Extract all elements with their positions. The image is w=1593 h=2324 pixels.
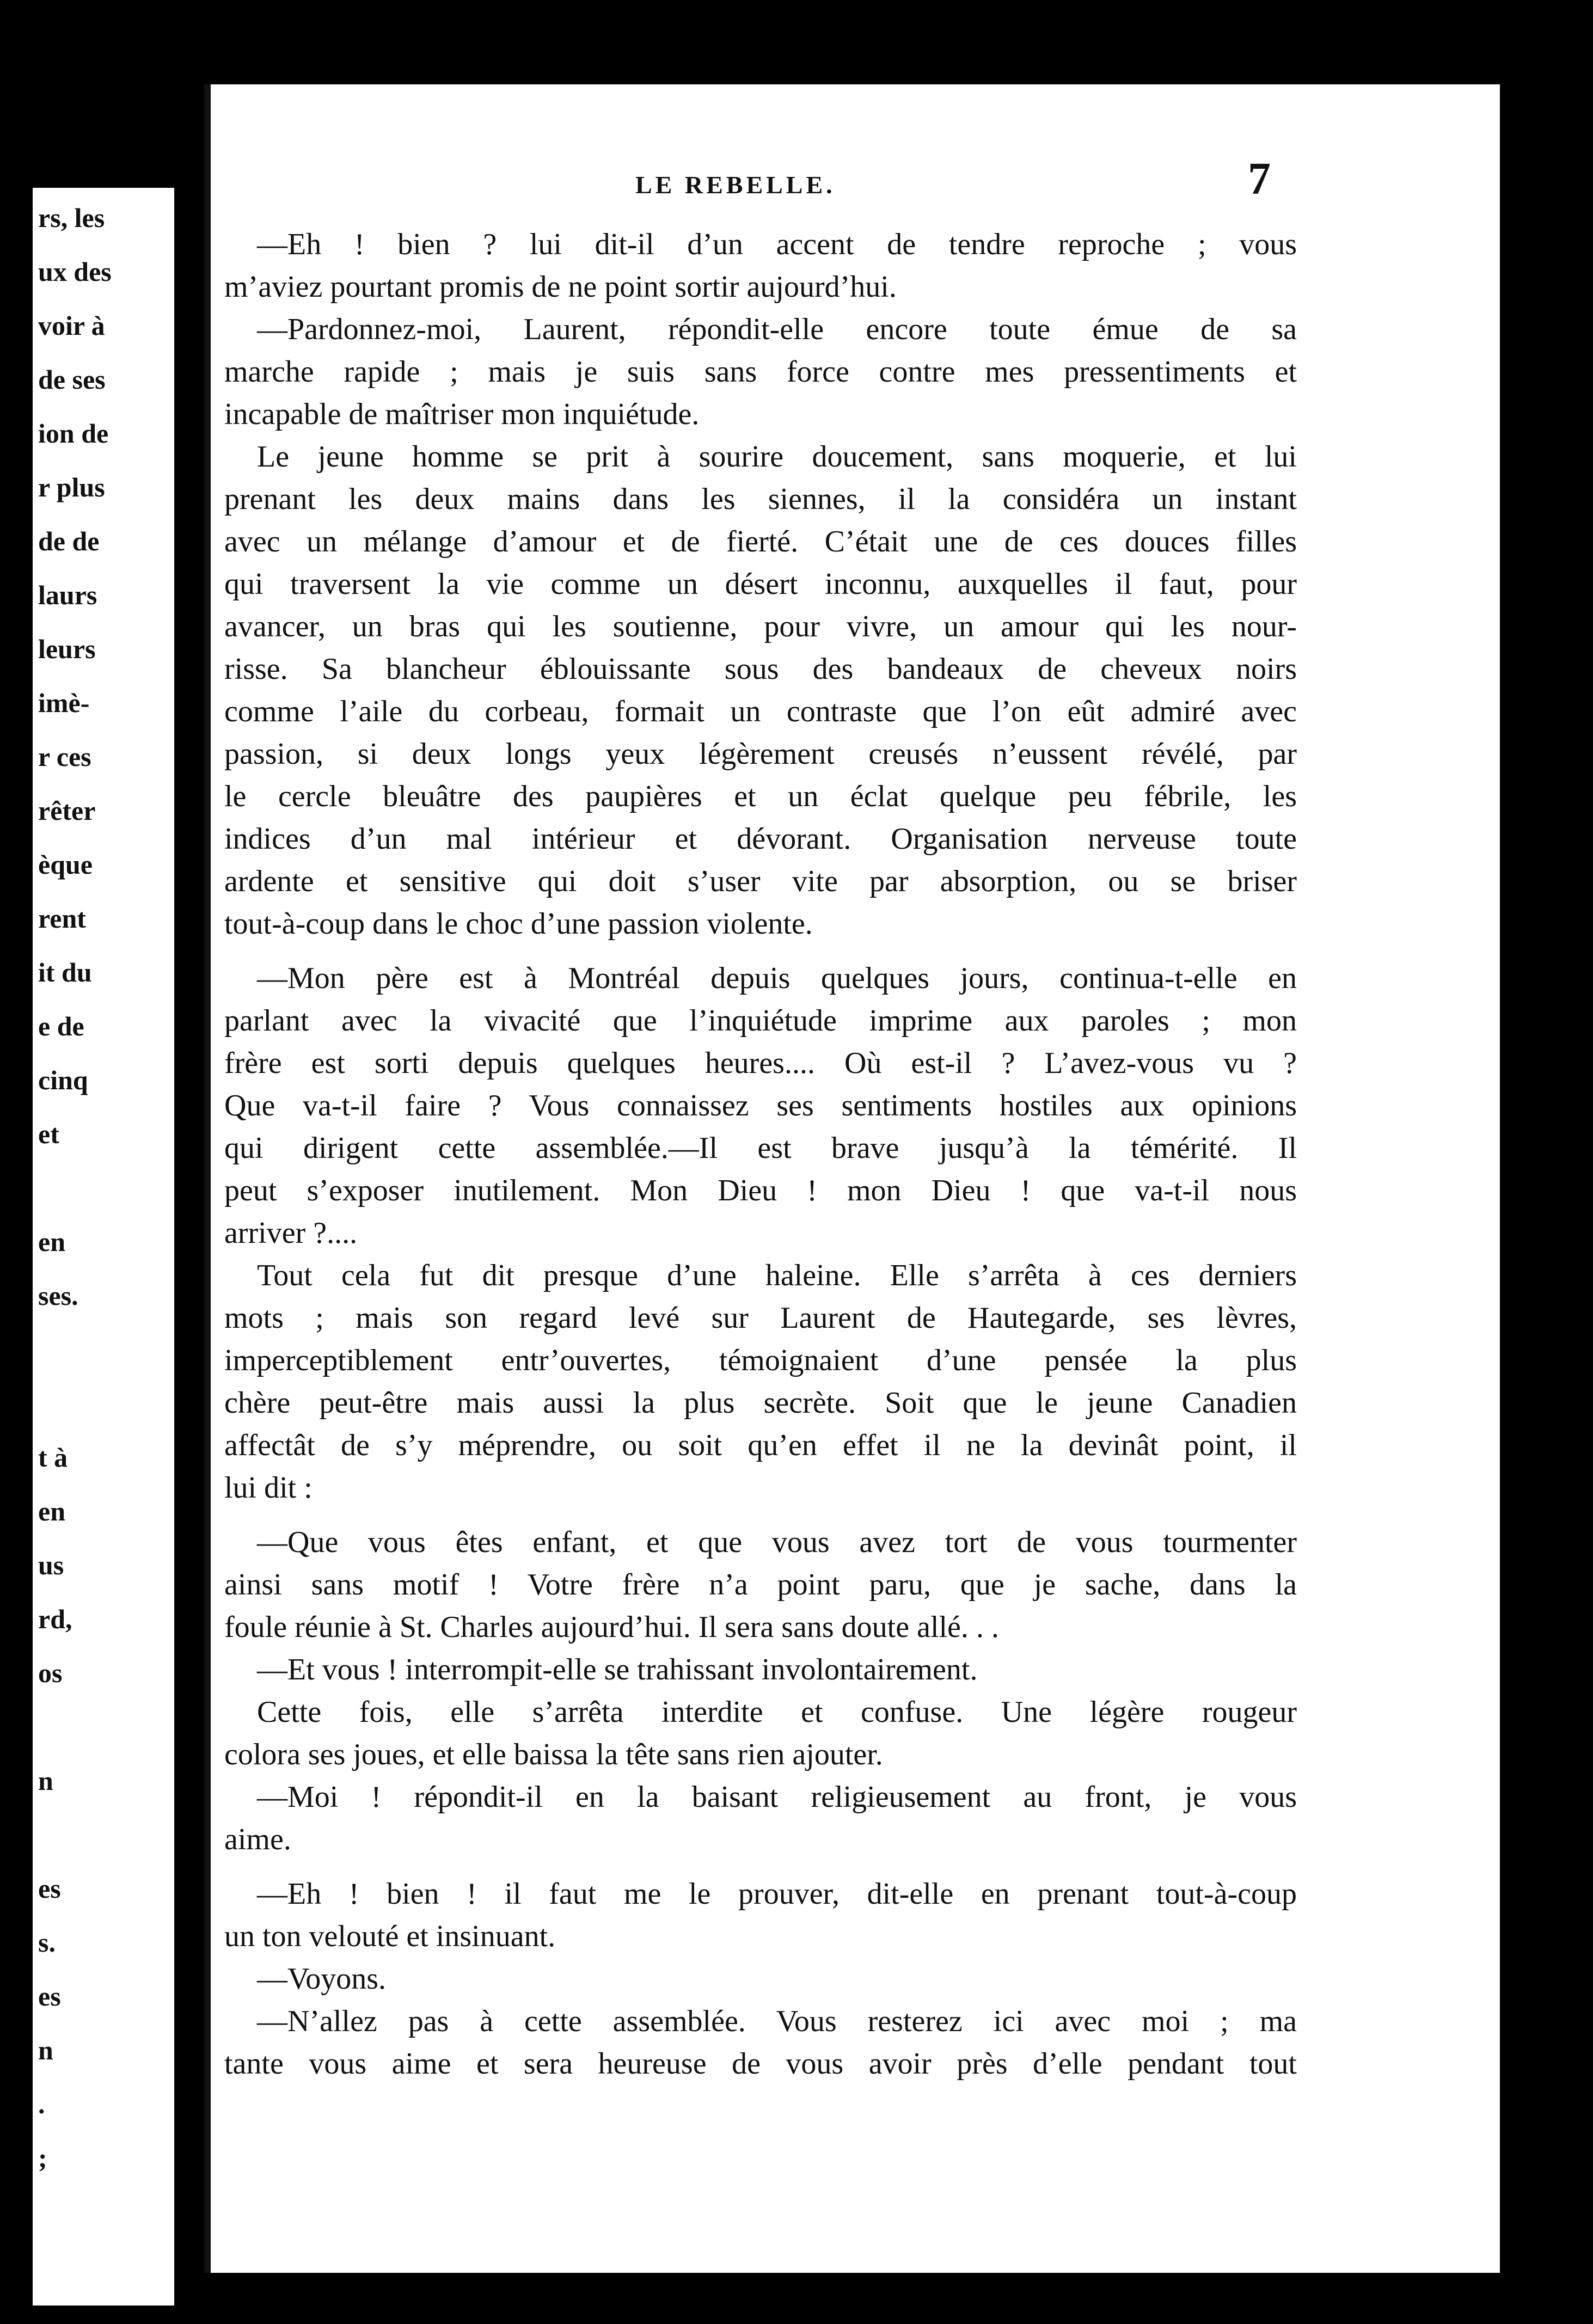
text-line: ardente et sensitive qui doit s’user vite par absorption, ou se briser bbox=[224, 864, 1297, 898]
previous-page-fragment: et bbox=[38, 1119, 59, 1149]
text-line: aime. bbox=[224, 1823, 291, 1856]
text-line: risse. Sa blancheur éblouissante sous des bandeaux de cheveux noirs bbox=[224, 652, 1297, 686]
text-line: m’aviez pourtant promis de ne point sortir aujourd’hui. bbox=[224, 270, 897, 304]
previous-page-fragment: rs, les bbox=[38, 203, 105, 233]
text-line: le cercle bleuâtre des paupières et un éclat quelque peu fébrile, les bbox=[224, 780, 1297, 813]
previous-page-fragment: ses. bbox=[38, 1280, 78, 1311]
text-line: —Et vous ! interrompit-elle se trahissant involontairement. bbox=[257, 1653, 978, 1687]
text-line: tante vous aime et sera heureuse de vous avoir près d’elle pendant tout bbox=[224, 2047, 1297, 2081]
text-line: foule réunie à St. Charles aujourd’hui. Il sera sans doute allé. . . bbox=[224, 1610, 999, 1644]
text-line: indices d’un mal intérieur et dévorant. Organisation nerveuse toute bbox=[224, 822, 1297, 856]
text-line: —Voyons. bbox=[257, 1962, 387, 1996]
previous-page-fragment: imè- bbox=[38, 688, 90, 718]
text-line: prenant les deux mains dans les siennes, il la considéra un instant bbox=[224, 482, 1297, 516]
text-line: Cette fois, elle s’arrêta interdite et confuse. Une légère rougeur bbox=[257, 1695, 1297, 1729]
previous-page-fragment: s. bbox=[38, 1927, 56, 1958]
text-line: arriver ?.... bbox=[224, 1216, 358, 1250]
previous-page-fragment: voir à bbox=[38, 310, 105, 341]
previous-page-fragment: es bbox=[38, 1873, 61, 1904]
previous-page-fragment: es bbox=[38, 1981, 61, 2012]
page-header bbox=[211, 154, 1500, 204]
text-line: —Pardonnez-moi, Laurent, répondit-elle encore toute émue de sa bbox=[257, 312, 1297, 346]
previous-page-fragment: us bbox=[38, 1550, 64, 1580]
text-line: —Mon père est à Montréal depuis quelques jours, continua-t-elle en bbox=[257, 961, 1297, 995]
running-title: LE REBELLE. bbox=[635, 171, 836, 199]
previous-page-fragment: ux des bbox=[38, 256, 112, 287]
text-line: parlant avec la vivacité que l’inquiétude imprime aux paroles ; mon bbox=[224, 1004, 1297, 1038]
text-line: —Moi ! répondit-il en la baisant religieusement au front, je vous bbox=[257, 1780, 1297, 1814]
page-number: 7 bbox=[1248, 154, 1271, 204]
previous-page-fragment: de ses bbox=[38, 364, 106, 395]
previous-page-fragment: en bbox=[38, 1227, 65, 1257]
text-line: —Eh ! bien ! il faut me le prouver, dit-elle en prenant tout-à-coup bbox=[257, 1877, 1297, 1911]
text-line: passion, si deux longs yeux légèrement creusés n’eussent révélé, par bbox=[224, 737, 1297, 771]
previous-page-fragment: it du bbox=[38, 957, 92, 988]
text-line: mots ; mais son regard levé sur Laurent de Hautegarde, ses lèvres, bbox=[224, 1301, 1297, 1335]
text-line: qui traversent la vie comme un désert inconnu, auxquelles il faut, pour bbox=[224, 567, 1297, 601]
text-line: affectât de s’y méprendre, ou soit qu’en effet il ne la devinât point, il bbox=[224, 1428, 1297, 1462]
text-line: Tout cela fut dit presque d’une haleine. Elle s’arrêta à ces derniers bbox=[257, 1259, 1297, 1292]
text-line: peut s’exposer inutilement. Mon Dieu ! mon Dieu ! que va-t-il nous bbox=[224, 1174, 1297, 1207]
body-text bbox=[224, 223, 1297, 2085]
text-line: imperceptiblement entr’ouvertes, témoignaient d’une pensée la plus bbox=[224, 1344, 1297, 1377]
text-line: Que va-t-il faire ? Vous connaissez ses sentiments hostiles aux opinions bbox=[224, 1089, 1297, 1123]
text-line: comme l’aile du corbeau, formait un contraste que l’on eût admiré avec bbox=[224, 695, 1297, 728]
previous-page-fragment: n bbox=[38, 1765, 53, 1796]
previous-page-fragment: rêter bbox=[38, 795, 96, 826]
text-line: avancer, un bras qui les soutienne, pour vivre, un amour qui les nour- bbox=[224, 610, 1297, 643]
text-line: Le jeune homme se prit à sourire doucement, sans moquerie, et lui bbox=[257, 440, 1297, 474]
previous-page-fragment: r plus bbox=[38, 472, 105, 502]
previous-page-fragment: rent bbox=[38, 903, 86, 934]
text-line: qui dirigent cette assemblée.—Il est brave jusqu’à la témérité. Il bbox=[224, 1131, 1297, 1165]
previous-page-fragment: os bbox=[38, 1658, 63, 1688]
book-page bbox=[204, 84, 1500, 2273]
text-line: avec un mélange d’amour et de fierté. C’était une de ces douces filles bbox=[224, 525, 1297, 559]
text-line: marche rapide ; mais je suis sans force contre mes pressentiments et bbox=[224, 355, 1297, 389]
previous-page-fragment: cinq bbox=[38, 1065, 88, 1095]
text-line: —Eh ! bien ? lui dit-il d’un accent de tendre reproche ; vous bbox=[257, 228, 1297, 261]
text-line: incapable de maîtriser mon inquiétude. bbox=[224, 397, 700, 431]
previous-page-fragment: rd, bbox=[38, 1604, 72, 1634]
previous-page-fragment: e de bbox=[38, 1011, 84, 1041]
text-line: un ton velouté et insinuant. bbox=[224, 1920, 556, 1953]
previous-page-fragment: de de bbox=[38, 526, 100, 556]
text-line: colora ses joues, et elle baissa la tête sans rien ajouter. bbox=[224, 1738, 883, 1771]
text-line: tout-à-coup dans le choc d’une passion violente. bbox=[224, 907, 813, 941]
text-line: lui dit : bbox=[224, 1471, 313, 1505]
text-line: —Que vous êtes enfant, et que vous avez tort de vous tourmenter bbox=[257, 1525, 1297, 1559]
previous-page-fragment: leurs bbox=[38, 634, 96, 664]
previous-page-fragment: n bbox=[38, 2035, 53, 2065]
text-line: chère peut-être mais aussi la plus secrète. Soit que le jeune Canadien bbox=[224, 1386, 1297, 1420]
previous-page-fragment: . bbox=[38, 2089, 45, 2119]
page-gutter bbox=[174, 0, 204, 2324]
previous-page-strip bbox=[33, 188, 174, 2305]
text-line: frère est sorti depuis quelques heures.... Où est-il ? L’avez-vous vu ? bbox=[224, 1046, 1297, 1080]
previous-page-fragment: t à bbox=[38, 1442, 68, 1473]
text-line: —N’allez pas à cette assemblée. Vous resterez ici avec moi ; ma bbox=[257, 2004, 1297, 2038]
previous-page-fragment: ion de bbox=[38, 418, 109, 449]
previous-page-fragment: èque bbox=[38, 849, 93, 880]
previous-page-fragment: ; bbox=[38, 2143, 47, 2173]
previous-page-fragment: en bbox=[38, 1496, 65, 1526]
text-line: ainsi sans motif ! Votre frère n’a point paru, que je sache, dans la bbox=[224, 1568, 1297, 1602]
previous-page-fragment: r ces bbox=[38, 741, 91, 772]
previous-page-fragment: laurs bbox=[38, 580, 97, 610]
